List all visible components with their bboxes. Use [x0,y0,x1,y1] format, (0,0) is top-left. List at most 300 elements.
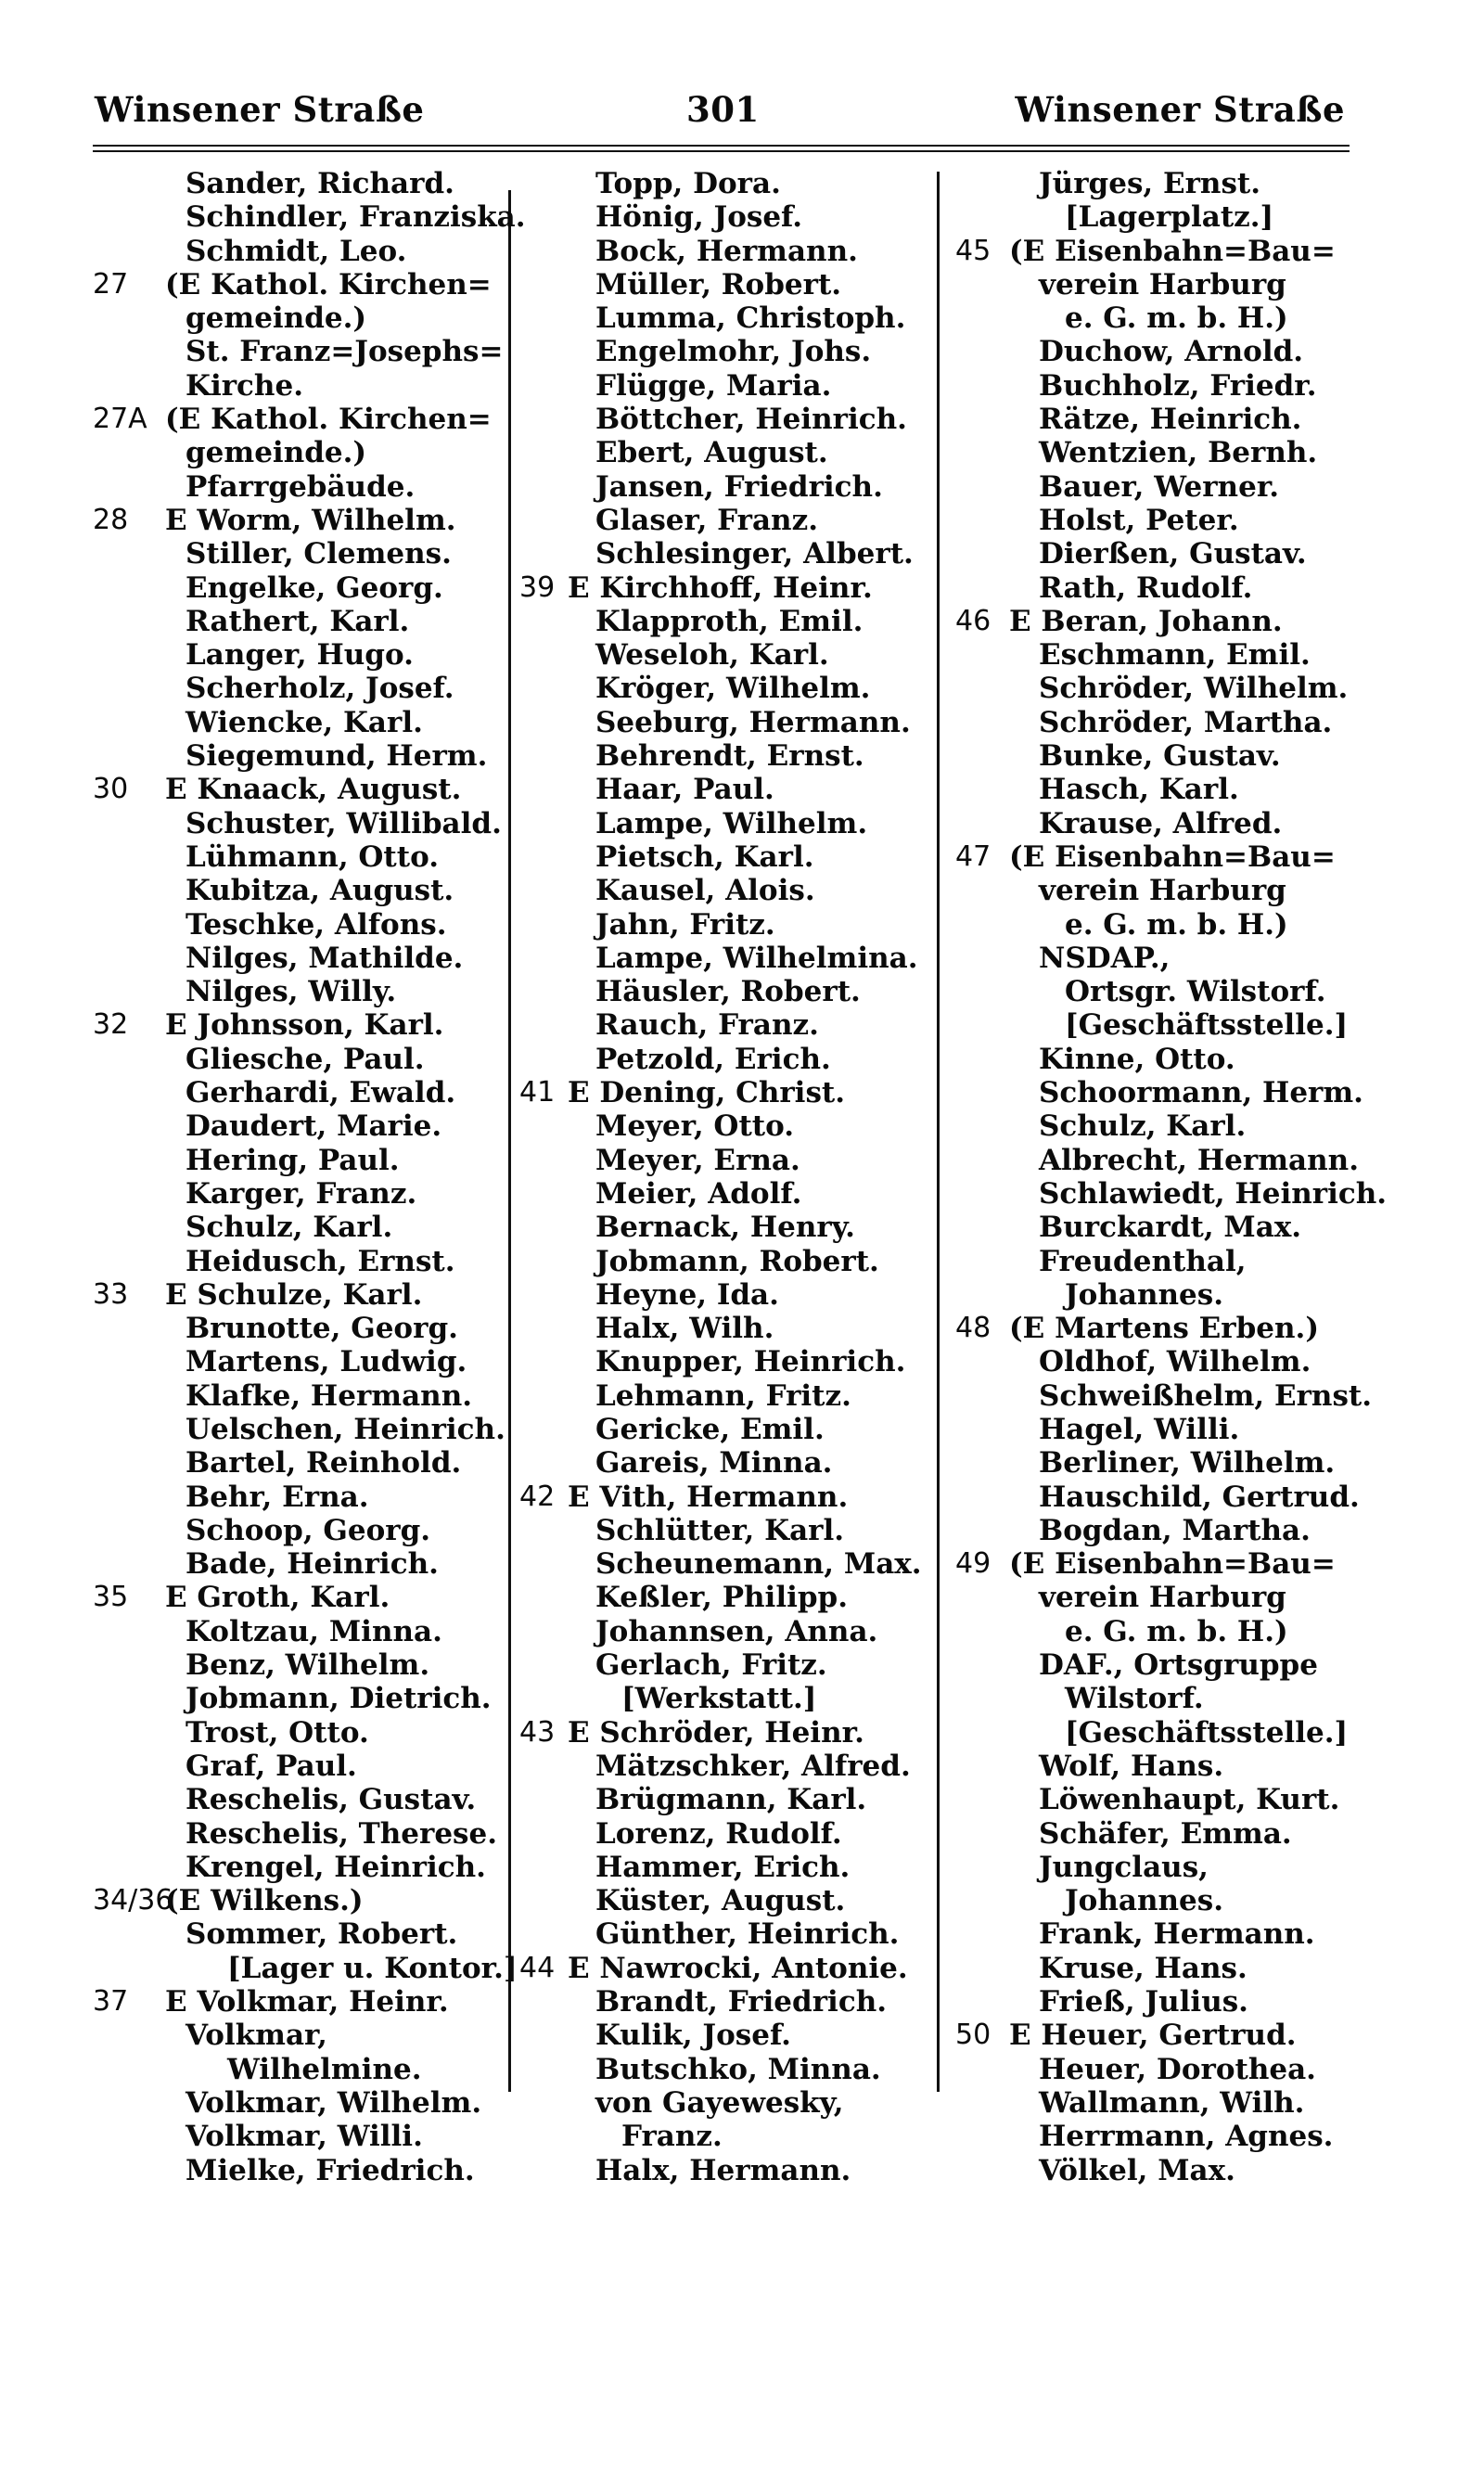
resident-name: Albrecht, Hermann. [1039,1143,1359,1177]
directory-entry [955,942,1401,975]
resident-name: Knupper, Heinrich. [595,1345,906,1379]
resident-name: Glaser, Franz. [595,503,818,537]
resident-name: Lampe, Wilhelm. [595,806,868,840]
resident-name: Jürges, Ernst. [1039,167,1261,200]
resident-name: Rätze, Heinrich. [1039,403,1302,437]
resident-name: Klapproth, Emil. [595,604,864,638]
directory-entry [93,571,519,605]
directory-entry [93,807,519,840]
resident-name: Bauer, Werner. [1039,469,1280,504]
directory-entry [955,1514,1401,1547]
directory-entry [519,1312,941,1345]
resident-name: E Kirchhoff, Heinr. [568,570,873,605]
house-number: 28 [93,503,129,536]
house-number: 27A [93,403,147,436]
directory-entry [93,739,519,773]
directory-entry [955,1750,1401,1783]
resident-name: Hönig, Josef. [595,200,803,235]
resident-name: Lühmann, Otto. [186,840,439,874]
resident-name: Flügge, Maria. [595,368,832,403]
resident-name: (E Kathol. Kirchen= [165,267,492,301]
directory-entry [519,571,941,605]
directory-entry [93,436,519,469]
directory-entry [93,840,519,874]
resident-name: Oldhof, Wilhelm. [1039,1345,1311,1379]
resident-name: Müller, Robert. [595,267,842,301]
resident-name: Lehmann, Fritz. [595,1378,851,1413]
directory-entry [955,975,1401,1008]
resident-name: Gericke, Emil. [595,1412,825,1446]
running-header-left: Winsener Straße [95,89,425,130]
house-number: 46 [955,604,991,637]
resident-name: Pietsch, Karl. [595,840,814,874]
directory-entry [955,739,1401,773]
directory-entry [955,1547,1401,1581]
directory-entry [519,1750,941,1783]
resident-name: Hauschild, Gertrud. [1039,1480,1360,1514]
directory-entry [93,2154,519,2187]
directory-entry [93,1008,519,1042]
house-number: 37 [93,1985,129,2019]
resident-name: Topp, Dora. [595,167,781,200]
directory-entry [519,1716,941,1750]
directory-entry [93,200,526,235]
directory-entry [519,1514,941,1547]
directory-entry [955,1817,1401,1851]
resident-name: Bogdan, Martha. [1039,1513,1311,1547]
directory-entry [519,1109,941,1143]
directory-entry [955,807,1401,840]
directory-entry [93,1345,519,1378]
resident-name: Gareis, Minna. [595,1446,833,1481]
directory-entry [93,537,519,570]
resident-name: Scherholz, Josef. [186,672,454,706]
resident-name: (E Wilkens.) [165,1884,364,1918]
directory-entry [519,301,941,335]
resident-name: Haar, Paul. [595,773,774,807]
directory-entry [955,672,1401,705]
house-number: 43 [519,1715,556,1749]
resident-name: verein Harburg [1039,1581,1286,1615]
directory-entry [519,537,941,570]
resident-name: Schäfer, Emma. [1039,1816,1292,1851]
directory-entry [519,1413,941,1446]
directory-entry [955,167,1401,200]
directory-entry [519,739,941,773]
resident-name: Engelke, Georg. [186,570,443,605]
resident-name: DAF., Ortsgruppe [1039,1648,1318,1683]
resident-name: Eschmann, Emil. [1039,638,1311,673]
directory-entry [93,908,519,942]
directory-entry [519,1917,941,1951]
directory-entry [955,1682,1401,1715]
directory-entry [955,2120,1401,2153]
directory-entry [519,1817,941,1851]
directory-entry [955,1917,1401,1951]
directory-entry [519,2120,941,2153]
resident-name: [Geschäftsstelle.] [1065,1008,1349,1043]
resident-name: E Schröder, Heinr. [568,1715,864,1750]
house-number: 50 [955,2019,991,2052]
resident-name: Schoormann, Herm. [1039,1076,1363,1110]
house-number: 27 [93,267,129,301]
directory-entry [955,1043,1401,1076]
header-rule-top [93,145,1350,147]
resident-name: Brandt, Friedrich. [595,1985,888,2019]
directory-entry [519,1547,941,1581]
directory-entry [955,1413,1401,1446]
resident-name: Burckardt, Max. [1039,1211,1302,1245]
directory-entry [955,1144,1401,1177]
directory-entry [93,2019,519,2052]
directory-entry [93,504,519,537]
directory-entry [519,1615,941,1648]
resident-name: E Knaack, August. [165,773,462,807]
directory-entry [519,504,941,537]
resident-name: Jahn, Fritz. [595,907,775,942]
directory-entry [93,1379,519,1413]
directory-entry [955,369,1401,403]
resident-name: Hasch, Karl. [1039,773,1239,807]
resident-name: Scheunemann, Max. [595,1547,922,1582]
directory-entry [955,706,1401,739]
resident-name: Schuster, Willibald. [186,806,502,840]
resident-name: Daudert, Marie. [186,1109,442,1144]
resident-name: Schweißhelm, Ernst. [1039,1378,1373,1413]
directory-entry [955,268,1401,301]
directory-entry [519,1851,941,1884]
directory-entry [93,1278,519,1312]
directory-entry [93,1817,519,1851]
resident-name: Pfarrgebäude. [186,469,416,504]
directory-entry [955,2086,1401,2120]
resident-name: Böttcher, Heinrich. [595,403,907,437]
directory-entry [93,1481,519,1514]
directory-entry [93,1783,519,1816]
directory-entry [93,1211,519,1244]
resident-name: E Johnsson, Karl. [165,1008,444,1043]
directory-entry [519,1345,941,1378]
directory-entry [93,1413,519,1446]
resident-name: E Groth, Karl. [165,1581,390,1615]
directory-entry [93,1581,519,1614]
resident-name: Kubitza, August. [186,874,454,908]
resident-name: Ortsgr. Wilstorf. [1065,975,1326,1009]
directory-entry [93,706,519,739]
directory-entry [955,2019,1401,2052]
directory-entry [93,1750,519,1783]
resident-name: Wilstorf. [1065,1682,1204,1716]
resident-name: E Worm, Wilhelm. [165,503,456,537]
directory-entry [955,436,1401,469]
directory-entry [955,2154,1401,2187]
resident-name: Nilges, Mathilde. [186,941,464,975]
page-number: 301 [686,89,760,130]
resident-name: Frank, Hermann. [1039,1917,1315,1952]
directory-entry [93,1144,519,1177]
resident-name: E Vith, Hermann. [568,1480,849,1514]
directory-entry [519,1245,941,1278]
directory-entry [93,605,519,638]
directory-entry [519,1177,941,1211]
resident-name: Küster, August. [595,1884,846,1918]
resident-name: Schlawiedt, Heinrich. [1039,1176,1388,1211]
resident-name: Behr, Erna. [186,1480,369,1514]
resident-name: Petzold, Erich. [595,1042,831,1076]
resident-name: Jobmann, Robert. [595,1244,879,1278]
resident-name: Heuer, Dorothea. [1039,2052,1316,2086]
directory-entry [955,1379,1401,1413]
directory-entry [519,268,941,301]
resident-name: e. G. m. b. H.) [1065,301,1288,336]
house-number: 30 [93,773,129,806]
resident-name: Wallmann, Wilh. [1039,2085,1305,2120]
directory-entry [955,874,1401,907]
resident-name: e. G. m. b. H.) [1065,907,1288,942]
directory-entry [519,908,941,942]
directory-entry [519,773,941,806]
resident-name: Franz. [621,2120,723,2154]
resident-name: Frieß, Julius. [1039,1985,1248,2019]
resident-name: [Werkstatt.] [621,1682,817,1716]
directory-entry [519,200,941,234]
directory-entry [955,301,1401,335]
resident-name: Bernack, Henry. [595,1211,855,1245]
resident-name: (E Eisenbahn=Bau= [1009,1547,1336,1582]
resident-name: Volkmar, Wilhelm. [186,2085,482,2120]
resident-name: e. G. m. b. H.) [1065,1614,1288,1648]
directory-entry [955,571,1401,605]
resident-name: Schmidt, Leo. [186,234,407,268]
directory-entry [955,840,1401,874]
resident-name: Kruse, Hans. [1039,1951,1247,1985]
resident-name: Heidusch, Ernst. [186,1244,455,1278]
running-header-right: Winsener Straße [1015,89,1345,130]
directory-entry [93,975,519,1008]
resident-name: Kröger, Wilhelm. [595,672,871,706]
directory-entry [519,1144,941,1177]
resident-name: Volkmar, Willi. [186,2120,423,2154]
resident-name: NSDAP., [1039,941,1171,975]
directory-entry [93,874,519,907]
directory-entry [955,1615,1401,1648]
directory-entry [93,1043,519,1076]
directory-entry [955,1648,1401,1682]
directory-entry [519,1211,941,1244]
directory-entry [519,1783,941,1816]
directory-entry [519,1884,941,1917]
directory-entry [93,268,519,301]
directory-entry [955,1481,1401,1514]
directory-entry [955,1783,1401,1816]
directory-entry [93,403,519,436]
directory-entry [519,403,941,436]
resident-name: E Heuer, Gertrud. [1009,2019,1297,2053]
directory-entry [519,436,941,469]
resident-name: Klafke, Hermann. [186,1378,473,1413]
directory-entry [519,1278,941,1312]
house-number: 48 [955,1312,991,1345]
directory-entry [955,1446,1401,1480]
directory-entry [519,1581,941,1614]
directory-entry [955,470,1401,504]
resident-name: Krause, Alfred. [1039,806,1283,840]
directory-entry [519,1076,941,1109]
directory-entry [93,1682,519,1715]
resident-name: Bunke, Gustav. [1039,739,1281,774]
resident-name: Volkmar, [186,2019,327,2053]
directory-entry [93,1985,519,2019]
directory-entry [955,504,1401,537]
directory-entry [519,605,941,638]
house-number: 34/36 [93,1884,173,1917]
directory-entry [93,638,519,672]
directory-entry [519,1043,941,1076]
resident-name: Duchow, Arnold. [1039,335,1304,369]
directory-entry [93,1716,519,1750]
resident-name: Johannes. [1065,1277,1224,1312]
resident-name: Benz, Wilhelm. [186,1648,430,1683]
resident-name: E Schulze, Karl. [165,1277,423,1312]
resident-name: Brügmann, Karl. [595,1783,867,1817]
resident-name: Bock, Hermann. [595,234,858,268]
resident-name: Dierßen, Gustav. [1039,537,1307,571]
directory-entry [519,1648,941,1682]
resident-name: Rauch, Franz. [595,1008,819,1043]
directory-entry [519,638,941,672]
directory-entry [93,369,519,403]
column-3 [955,167,1401,2187]
resident-name: Mielke, Friedrich. [186,2153,475,2187]
resident-name: Heyne, Ida. [595,1277,779,1312]
directory-entry [519,2053,941,2086]
resident-name: Meier, Adolf. [595,1176,802,1211]
directory-entry [93,235,519,268]
resident-name: Herrmann, Agnes. [1039,2120,1334,2154]
directory-entry [519,369,941,403]
directory-entry [93,1851,519,1884]
resident-name: [Lager u. Kontor.] [227,1951,518,1985]
directory-entry [955,1109,1401,1143]
resident-name: E Volkmar, Heinr. [165,1985,449,2019]
resident-name: Meyer, Otto. [595,1109,795,1144]
directory-entry [93,1446,519,1480]
resident-name: Häusler, Robert. [595,975,861,1009]
resident-name: Kausel, Alois. [595,874,815,908]
house-number: 35 [93,1581,129,1614]
resident-name: Löwenhaupt, Kurt. [1039,1783,1340,1817]
directory-entry [955,2053,1401,2086]
resident-name: von Gayewesky, [595,2085,844,2120]
resident-name: verein Harburg [1039,874,1286,908]
directory-entry [519,1008,941,1042]
resident-name: Völkel, Max. [1039,2153,1235,2187]
resident-name: Stiller, Clemens. [186,537,452,571]
directory-entry [93,1514,519,1547]
directory-entry [93,1177,519,1211]
directory-entry [93,2086,519,2120]
resident-name: Reschelis, Therese. [186,1816,498,1851]
resident-name: Schröder, Martha. [1039,705,1333,739]
directory-entry [93,301,519,335]
resident-name: E Beran, Johann. [1009,604,1283,638]
resident-name: gemeinde.) [186,301,367,336]
resident-name: Brunotte, Georg. [186,1312,458,1346]
resident-name: gemeinde.) [186,436,367,470]
directory-entry [955,638,1401,672]
resident-name: Rath, Rudolf. [1039,570,1253,605]
directory-entry [955,235,1401,268]
directory-entry [955,1008,1401,1042]
resident-name: Siegemund, Herm. [186,739,488,774]
resident-name: [Lagerplatz.] [1065,200,1274,235]
resident-name: E Nawrocki, Antonie. [568,1951,908,1985]
resident-name: Bade, Heinrich. [186,1547,439,1582]
resident-name: Krengel, Heinrich. [186,1850,486,1884]
house-number: 47 [955,840,991,873]
directory-entry [519,1985,941,2019]
house-number: 42 [519,1480,556,1513]
resident-name: Wentzien, Bernh. [1039,436,1318,470]
column-2 [519,167,941,2187]
header-rule-bottom [93,150,1350,152]
directory-entry [519,2086,941,2120]
directory-entry [93,1076,519,1109]
directory-entry [955,335,1401,368]
house-number: 49 [955,1547,991,1581]
resident-name: Jobmann, Dietrich. [186,1682,492,1716]
resident-name: Mätzschker, Alfred. [595,1749,911,1783]
directory-entry [93,1884,519,1917]
resident-name: Johannes. [1065,1884,1224,1918]
directory-entry [93,1245,519,1278]
resident-name: Koltzau, Minna. [186,1614,442,1648]
resident-name: Schlütter, Karl. [595,1513,845,1547]
directory-entry [519,975,941,1008]
directory-entry [955,1851,1401,1884]
resident-name: Langer, Hugo. [186,638,414,673]
directory-entry [955,537,1401,570]
directory-entry [955,200,1401,234]
column-1 [93,167,526,2187]
resident-name: Karger, Franz. [186,1176,417,1211]
resident-name: Trost, Otto. [186,1715,369,1750]
directory-entry [519,672,941,705]
resident-name: Weseloh, Karl. [595,638,829,673]
directory-entry [955,1952,1401,1985]
resident-name: Sommer, Robert. [186,1917,458,1952]
resident-name: Wiencke, Karl. [186,705,423,739]
resident-name: Wolf, Hans. [1039,1749,1224,1783]
resident-name: E Dening, Christ. [568,1076,846,1110]
directory-entry [519,1379,941,1413]
resident-name: St. Franz=Josephs= [186,335,504,369]
resident-name: Günther, Heinrich. [595,1917,900,1952]
directory-entry [519,706,941,739]
directory-entry [93,1615,519,1648]
directory-entry [955,1211,1401,1244]
directory-entry [519,840,941,874]
house-number: 45 [955,234,991,267]
directory-entry [955,403,1401,436]
directory-entry [519,167,941,200]
directory-entry [955,1884,1401,1917]
directory-entry [93,1952,519,1985]
directory-entry [955,1177,1401,1211]
directory-entry [519,1682,941,1715]
resident-name: Lampe, Wilhelmina. [595,941,918,975]
resident-name: Hering, Paul. [186,1143,400,1177]
